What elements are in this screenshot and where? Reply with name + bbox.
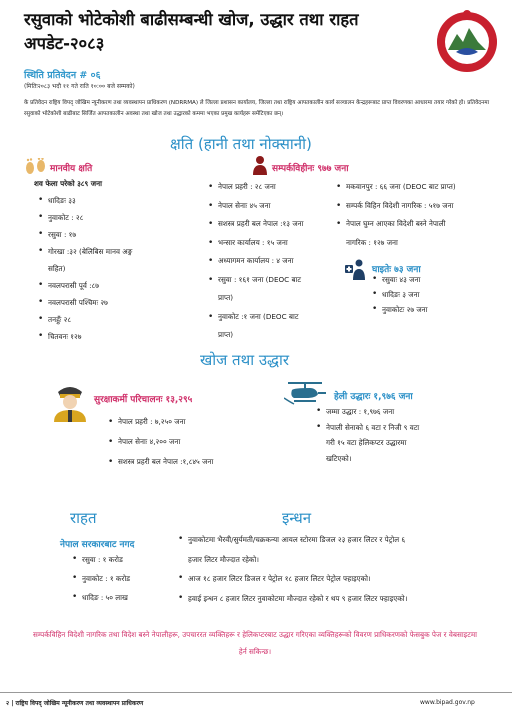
- human-loss-list: [36, 192, 206, 345]
- relief-subtitle: नेपाल सरकारबाट नगद: [60, 540, 135, 550]
- intro-paragraph: के प्रतिवेदन राष्ट्रिय विपद् जोखिम न्यूनीकरण तथा व्यवस्थापन प्राधिकरण (NDRRMA) ले जिल्ला प्रशासन कार्यालय, जिल्ला तथा राष्ट्रिय आपतकालीन कार्य सञ्चालन केन्द्रहरूबाट प्राप्त विवरणका आधारमा तयार गरेको हो। प्रतिवेदनमा रसुवाको भोटेकोशी बाढीबाट सिर्जित आपतकालीन अवस्था तथा खोज तथा उद्धारको कममा भएका प्रमुख कार्यहरू समेटिएका छन्।: [24, 100, 490, 117]
- footer-website[interactable]: www.bipad.gov.np: [420, 699, 475, 706]
- heli-title: हेली उद्धारः १,९७६ जना: [334, 392, 413, 402]
- report-title: रसुवाको भोटेकोशी बाढीसम्बन्धी खोज, उद्धार तथा राहत अपडेट-२०८३: [24, 10, 359, 53]
- fuel-section-title: इन्धन: [282, 509, 312, 527]
- injured-list: [370, 272, 500, 317]
- human-loss-title: मानवीय क्षति: [50, 164, 93, 174]
- list-item: हजार लिटर मौज्दात रहेको।: [188, 554, 260, 564]
- list-item: • नुवाकोटः २७ जना: [370, 302, 500, 317]
- list-item: • धादिङ : ५० लाख: [70, 588, 180, 607]
- list-item: • जम्मा उद्धार : १,९७६ जना: [314, 404, 494, 420]
- rescue-section-title: खोज तथा उद्धार: [200, 351, 290, 369]
- footprints-icon: [24, 158, 48, 174]
- missing-list-col2: [334, 178, 504, 252]
- helicopter-icon: [284, 380, 326, 406]
- list-item: • नुवाकोट : १ करोड: [70, 569, 180, 588]
- list-item: गरी १५ वटा हेलिकप्टर उद्धारमा: [326, 438, 407, 447]
- list-item: नागरिक : १२७ जना: [346, 237, 398, 247]
- list-item: • धादिङः ३ जना: [370, 287, 500, 302]
- list-item: • आज १८ हजार लिटर डिजल र पेट्रोल १८ हजार लिटर पेट्रोल फ्हाइएको।: [176, 569, 496, 589]
- list-item: खटिएको।: [326, 453, 352, 463]
- list-item: • भन्सार कार्यालय : १५ जना: [206, 234, 366, 253]
- list-item: • नवलपरासी पश्चिमः २७: [36, 294, 206, 311]
- list-item: • नवलपरासी पूर्व :८७: [36, 277, 206, 294]
- heli-list: [314, 404, 494, 466]
- list-item: • हवाई इन्धन ८ हजार लिटर नुवाकोटमा मौज्दात रहेको र थप ९ हजार लिटर फ्हाइएको।: [176, 589, 496, 609]
- list-item: सहित): [48, 264, 66, 273]
- list-item: • नुवाकोट : २८: [36, 209, 206, 226]
- list-item: • सशस्त्र प्रहरी बल नेपाल :१३ जना: [206, 215, 366, 234]
- security-title: सुरक्षाकर्मी परिचालनः १३,२९५: [94, 395, 193, 405]
- footer-divider: [0, 692, 512, 693]
- security-officer-icon: [48, 378, 92, 422]
- list-item: • नुवाकोटमा भैरवी/सुर्यमती/चक्रकन्या आयल स्टोरमा डिजल २३ हजार लिटर र पेट्रोल ६: [176, 530, 496, 550]
- relief-section-title: राहत: [70, 509, 97, 527]
- missing-title: सम्पर्कविहीनः ९७७ जना: [272, 164, 349, 174]
- nepal-emblem-icon: [434, 8, 500, 74]
- list-item: • मकवानपुर : ६६ जना (DEOC बाट प्राप्त): [334, 178, 504, 197]
- list-item: • नेपाल सेनाः ४,२०० जना: [106, 432, 286, 452]
- damage-section-title: क्षति (हानी तथा नोक्सानी): [170, 135, 312, 153]
- list-item: • नेपाल प्रहरी : २८ जना: [206, 178, 366, 197]
- fuel-list: [176, 530, 496, 608]
- footer-page-label: २ | राष्ट्रिय विपद् जोखिम न्यूनीकरण तथा व्यवस्थापन प्राधिकरण: [6, 700, 144, 707]
- list-item: प्राप्त): [218, 293, 234, 302]
- list-item: • गोरखा :३२ (बेलिबिस मानव अङ्ग: [36, 243, 206, 260]
- list-item: • नेपाल सेनाः ४५ जना: [206, 197, 366, 216]
- list-item: • रसुवा : १७: [36, 226, 206, 243]
- relief-list: [70, 550, 180, 607]
- dead-found-count: शव फेला परेको ३८९ जना: [34, 179, 102, 188]
- list-item: • रसुवा : १ करोड: [70, 550, 180, 569]
- injured-person-icon: [344, 258, 366, 280]
- list-item: • सशस्त्र प्रहरी बल नेपाल :१,८४५ जना: [106, 452, 286, 472]
- list-item: • अध्यागमन कार्यालय : ४ जना: [206, 252, 366, 271]
- list-item: • नेपाल प्रहरी : ७,२५० जना: [106, 412, 286, 432]
- list-item: प्राप्त): [218, 330, 234, 339]
- missing-person-icon: [252, 155, 268, 175]
- info-note: सम्पर्कविहिन विदेशी नागरिक तथा विदेश बस्ने नेपालीहरू, उपचाररत व्यक्तिहरू र हेलिकप्टरबाट उद्धार गरिएका व्यक्तिहरूको विवरण प्राधिकरणको फेसबुक पेज र वेबसाइटमा हेर्न सकिन्छ।: [33, 630, 477, 656]
- list-item: • धादिङः ३३: [36, 192, 206, 209]
- list-item: • नुवाकोट :१ जना (DEOC बाट: [206, 308, 366, 327]
- list-item: • सम्पर्क विहिन विदेशी नागरिक : ५१७ जना: [334, 197, 504, 216]
- security-list: [106, 412, 286, 472]
- status-date: (मितिः२०८३ भदौ ११ गते राति १०:०० बजे सम्मको): [24, 83, 135, 90]
- list-item: • चितवनः १२७: [36, 328, 206, 345]
- list-item: • रसुवाः ४३ जना: [370, 272, 500, 287]
- injured-title: घाइतेः ७३ जना: [372, 265, 421, 275]
- list-item: • रसुवा : १६१ जना (DEOC बाट: [206, 271, 366, 290]
- list-item: • नेपाली सेनाको ६ वटा र निजी ९ वटा: [314, 420, 494, 436]
- status-report-number: स्थिति प्रतिवेदन # ०६: [24, 70, 101, 81]
- list-item: • नेपाल घुम्न आएका विदेशी बस्ने नेपाली: [334, 215, 504, 234]
- list-item: • तनहुँः २८: [36, 311, 206, 328]
